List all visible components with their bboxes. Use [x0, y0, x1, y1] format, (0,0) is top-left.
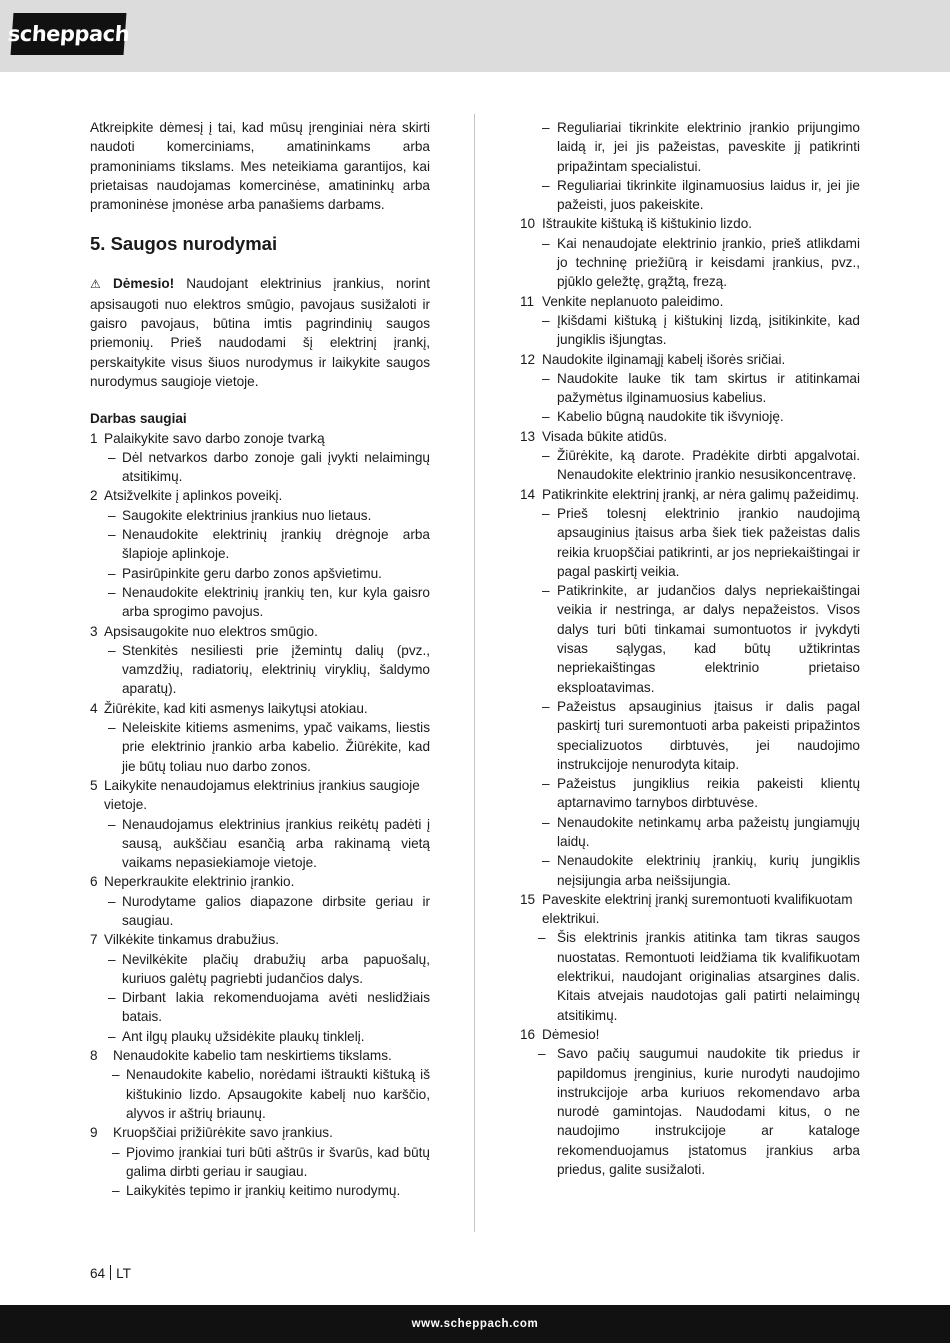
sub-item [520, 813, 860, 852]
warning-paragraph [90, 274, 430, 391]
sub-item [520, 446, 860, 485]
warning-label: Dėmesio! [112, 276, 175, 292]
sub-item-text: Reguliariai tikrinkite ilginamuosius laidus ir, jei jie pažeisti, juos pakeiskite. [557, 177, 860, 213]
sub-item-text: Laikykitės tepimo ir įrankių keitimo nurodymų. [126, 1183, 401, 1199]
item-text: Vilkėkite tinkamus drabužius. [104, 932, 280, 948]
sub-item [90, 506, 430, 525]
sub-item-text: Nenaudokite netinkamų arba pažeistų jungiamųjų laidų. [557, 814, 860, 849]
item-number: 2 [90, 488, 98, 504]
item-number: 7 [90, 932, 98, 948]
sub-item [90, 892, 430, 931]
dash-marker: – [108, 1028, 116, 1044]
sub-item-text: Dėl netvarkos darbo zonoje gali įvykti nelaimingų atsitikimų. [122, 449, 430, 485]
section-title: 5. Saugos nurodymai [90, 233, 278, 255]
warning-triangle-icon: ⚠ [90, 277, 109, 292]
sub-item-text: Naudokite lauke tik tam skirtus ir atitinkamai pažymėtus ilginamuosius kabelius. [557, 370, 860, 406]
item-text: Dėmesio! [542, 1026, 600, 1042]
sub-item [520, 176, 860, 215]
sub-item-text: Ant ilgų plaukų užsidėkite plaukų tinklelį. [122, 1028, 365, 1044]
item-number: 6 [90, 874, 98, 890]
sub-item-text: Pažeistus jungiklius reikia pakeisti klientų aptarnavimo tarnybos dirbtuvėse. [557, 776, 860, 811]
list-item [520, 485, 860, 504]
dash-marker: – [108, 584, 116, 600]
dash-marker: – [112, 1067, 120, 1083]
sub-item-text: Dirbant lakia rekomenduojama avėti neslidžiais batais. [122, 990, 430, 1025]
dash-marker: – [112, 1183, 120, 1199]
sub-item-text: Stenkitės nesiliesti prie įžemintų dalių (pvz., vamzdžių, radiatorių, elektrinių viryklių, šaldymo aparatų). [122, 642, 430, 697]
item-number: 4 [90, 700, 98, 716]
sub-item [520, 1044, 860, 1179]
item-text: Ištraukite kištuką iš kištukinio lizdo. [542, 216, 753, 232]
sub-item-text: Prieš tolesnį elektrinio įrankio naudojimą apsauginius įtaisus arba šiek tiek pažeistas dalis reikia kruopščiai patikrinti, ar jos nepriekaištingai ir pagal paskirtį veikia. [557, 505, 860, 579]
page-number: 64 [90, 1266, 106, 1281]
item-number: 1 [90, 430, 98, 446]
sub-item [90, 815, 430, 873]
bottom-bar [0, 1305, 950, 1343]
item-text: Visada būkite atidūs. [542, 428, 668, 444]
dash-marker: – [112, 1144, 120, 1160]
sub-item [90, 950, 430, 989]
sub-item [520, 369, 860, 408]
warning-text: Naudojant elektrinius įrankius, norint apsisaugoti nuo elektros smūgio, pavojaus susižaloti ir gaisro pavojaus, būtina imtis pagrindinių saugos priemonių. Prieš naudodami šį elektrinį įrankį, perskaitykite visus šiuos nurodymus ir laikykite saugos nurodymus saugioje vietoje. [90, 276, 430, 389]
sub-item [90, 1065, 430, 1123]
list-item [520, 427, 860, 446]
sub-item [90, 448, 430, 487]
list-item [90, 1046, 430, 1065]
sub-item-text: Pasirūpinkite geru darbo zonos apšvietimu. [122, 565, 382, 581]
item-text: Paveskite elektrinį įrankį suremontuoti kvalifikuotam elektrikui. [542, 891, 853, 927]
sub-item-text: Įkišdami kištuką į kištukinį lizdą, įsitikinkite, kad jungiklis išjungtas. [557, 312, 860, 348]
list-item [520, 350, 860, 369]
sub-item-text: Neleiskite kitiems asmenims, ypač vaikams, liestis prie elektrinio įrankio arba kabelio. Žiūrėkite, kad jie būtų toliau nuo darbo zonos. [122, 720, 430, 774]
sub-item [520, 118, 860, 176]
website-link[interactable]: www.scheppach.com [411, 1318, 539, 1330]
header-bar [0, 0, 950, 72]
sub-item [520, 234, 860, 292]
dash-marker: – [542, 370, 550, 386]
right-column [520, 118, 860, 1179]
sub-item-text: Nenaudokite elektrinių įrankių ten, kur kyla gaisro arba sprogimo pavojus. [122, 584, 430, 620]
dash-marker: – [108, 642, 116, 658]
sub-item-text: Saugokite elektrinius įrankius nuo lietaus. [122, 507, 372, 523]
item-number: 15 [520, 891, 536, 907]
sub-item [520, 407, 860, 426]
item-text: Atsižvelkite į aplinkos poveikį. [104, 488, 283, 504]
sub-item [520, 581, 860, 697]
column-divider [474, 114, 475, 1232]
list-item [90, 872, 430, 891]
dash-marker: – [538, 1046, 546, 1062]
sub-item [90, 1027, 430, 1046]
intro-paragraph: Atkreipkite dėmesį į tai, kad mūsų įrenginiai nėra skirti naudoti komerciniams, amatininkams arba pramoniniams tikslams. Mes neteikiama garantijos, kai prietaisas naudojamas komercinėse, amatininkų arba pramoninėse įmonėse arba panašiems darbams. [90, 120, 430, 213]
list-item [90, 486, 430, 505]
dash-marker: – [538, 930, 546, 946]
item-text: Apsisaugokite nuo elektros smūgio. [104, 623, 318, 639]
dash-marker: – [108, 527, 116, 543]
sub-item-text: Patikrinkite, ar judančios dalys nepriekaištingai veikia ir nestringa, ar dalys nepažeistos. Visos dalys turi būti tinkamai sumontuotos ir įvykdyti visas sąlygas, kad būtų užtikrintas nepriekaištingas elektrinio prietaiso eksploatavimas. [557, 583, 860, 695]
sub-item-text: Nenaudokite elektrinių įrankių drėgnoje arba šlapioje aplinkoje. [122, 527, 430, 562]
item-number: 9 [90, 1125, 98, 1141]
sub-item-text: Reguliariai tikrinkite elektrinio įrankio prijungimo laidą ir, jei jis pažeistas, paveskite jį patikrinti pripažintam specialistui. [557, 120, 860, 174]
item-number: 16 [520, 1026, 536, 1042]
dash-marker: – [542, 177, 550, 193]
language-code: LT [116, 1266, 131, 1281]
page-footer [90, 1265, 131, 1281]
dash-marker: – [542, 776, 550, 792]
sub-item [90, 718, 430, 776]
sub-item [520, 928, 860, 1024]
dash-marker: – [542, 505, 550, 521]
dash-marker: – [108, 565, 116, 581]
sub-item [90, 641, 430, 699]
sub-item [520, 504, 860, 581]
dash-marker: – [108, 720, 116, 736]
dash-marker: – [542, 409, 550, 425]
item-number: 8 [90, 1048, 98, 1064]
dash-marker: – [542, 312, 550, 328]
item-number: 11 [520, 293, 535, 309]
sub-item [90, 564, 430, 583]
dash-marker: – [542, 698, 550, 714]
dash-marker: – [108, 990, 116, 1006]
item-number: 3 [90, 623, 98, 639]
sub-item [90, 583, 430, 622]
dash-marker: – [542, 120, 550, 135]
item-text: Nenaudokite kabelio tam neskirtiems tikslams. [113, 1048, 392, 1064]
sub-item-text: Nenaudojamus elektrinius įrankius reikėtų padėti į sausą, aukščiau esančią arba rakinamą vietą vaikams nepasiekiamoje vietoje. [122, 816, 430, 871]
list-item [90, 776, 430, 815]
dash-marker: – [108, 449, 116, 465]
dash-marker: – [542, 853, 550, 869]
sub-item-text: Pažeistus apsauginius įtaisus ir dalis pagal paskirtį turi suremontuoti arba pakeisti pripažintos specializuotos dirbtuvės, jei naudojimo instrukcijoje nenurodyta kitaip. [557, 698, 860, 772]
dash-marker: – [108, 816, 116, 832]
list-item [90, 1123, 430, 1142]
item-text: Naudokite ilginamąjį kabelį išorės sričiai. [542, 351, 786, 367]
item-number: 10 [520, 216, 536, 232]
sub-item [520, 774, 860, 813]
sub-item [90, 1143, 430, 1182]
item-number: 5 [90, 777, 98, 793]
sub-item-text: Žiūrėkite, ką darote. Pradėkite dirbti apgalvotai. Nenaudokite elektrinio įrankio nesusikoncentravę. [557, 448, 860, 483]
item-text: Patikrinkite elektrinį įrankį, ar nėra galimų pažeidimų. [542, 486, 860, 502]
dash-marker: – [108, 507, 116, 523]
item-number: 12 [520, 351, 536, 367]
sub-item-text: Nenaudokite kabelio, norėdami ištraukti kištuką iš kištukinio lizdo. Apsaugokite kabelį nuo karščio, alyvos ir aštrių briaunų. [126, 1067, 430, 1121]
list-item [520, 214, 860, 233]
item-number: 13 [520, 428, 536, 444]
list-item [90, 622, 430, 641]
sub-item [520, 851, 860, 890]
item-text: Kruopščiai prižiūrėkite savo įrankius. [113, 1125, 333, 1141]
safety-list-left [90, 429, 430, 1201]
sub-item [90, 1181, 430, 1200]
footer-separator [110, 1265, 111, 1280]
sub-item [520, 311, 860, 350]
item-text: Neperkraukite elektrinio įrankio. [104, 874, 295, 890]
item-text: Laikykite nenaudojamus elektrinius įrankius saugioje vietoje. [104, 777, 420, 813]
item-text: Venkite neplanuoto paleidimo. [542, 293, 724, 309]
list-item [520, 890, 860, 929]
brand-logo: scheppach [11, 13, 127, 55]
left-column [90, 118, 430, 1200]
sub-item-text: Kai nenaudojate elektrinio įrankio, prieš atlikdami jo techninę priežiūrą ir keisdami įrankius, pvz., pjūklo geležtę, grąžtą, frezą. [557, 235, 860, 290]
sub-item-text: Savo pačių saugumui naudokite tik priedus ir papildomus įrenginius, kurie nurodyti naudojimo instrukcijoje arba kuriuos rekomendavo arba nurodė gamintojas. Naudodami kitus, o ne naudojimo instrukcijoje ar kataloge rekomenduojamus įstatomus įrankius arba priedus, galite susižaloti. [557, 1046, 860, 1178]
dash-marker: – [542, 583, 550, 599]
subheading: Darbas saugiai [90, 411, 187, 427]
sub-item-text: Nevilkėkite plačių drabužių arba papuošalų, kuriuos galėtų pagriebti judančios dalys. [122, 951, 430, 986]
sub-item [90, 988, 430, 1027]
sub-item-text: Nurodytame galios diapazone dirbsite geriau ir saugiau. [122, 893, 430, 928]
sub-item-text: Nenaudokite elektrinių įrankių, kurių jungiklis neįsijungia arba neišsijungia. [557, 853, 860, 888]
sub-item-text: Kabelio būgną naudokite tik išvynioję. [557, 409, 784, 425]
list-item [90, 429, 430, 448]
list-item [90, 699, 430, 718]
sub-item [90, 525, 430, 564]
list-item [90, 930, 430, 949]
dash-marker: – [542, 448, 550, 464]
list-item [520, 292, 860, 311]
item-number: 14 [520, 486, 536, 502]
item-text: Žiūrėkite, kad kiti asmenys laikytųsi atokiau. [104, 700, 368, 716]
list-item [520, 1025, 860, 1044]
sub-item [520, 697, 860, 774]
dash-marker: – [108, 893, 116, 909]
item-text: Palaikykite savo darbo zonoje tvarką [104, 430, 325, 446]
dash-marker: – [108, 951, 116, 967]
sub-item-text: Pjovimo įrankiai turi būti aštrūs ir švarūs, kad būtų galima dirbti geriau ir saugiau. [126, 1144, 430, 1179]
dash-marker: – [542, 814, 550, 830]
sub-item-text: Šis elektrinis įrankis atitinka tam tikras saugos nuostatas. Remontuoti leidžiama tik kvalifikuotam elektrikui, naudojant originalias atsargines dalis. Kitais atvejais naudotojas gali patirti nelaimingų atsitikimų. [557, 930, 860, 1023]
dash-marker: – [542, 235, 550, 251]
